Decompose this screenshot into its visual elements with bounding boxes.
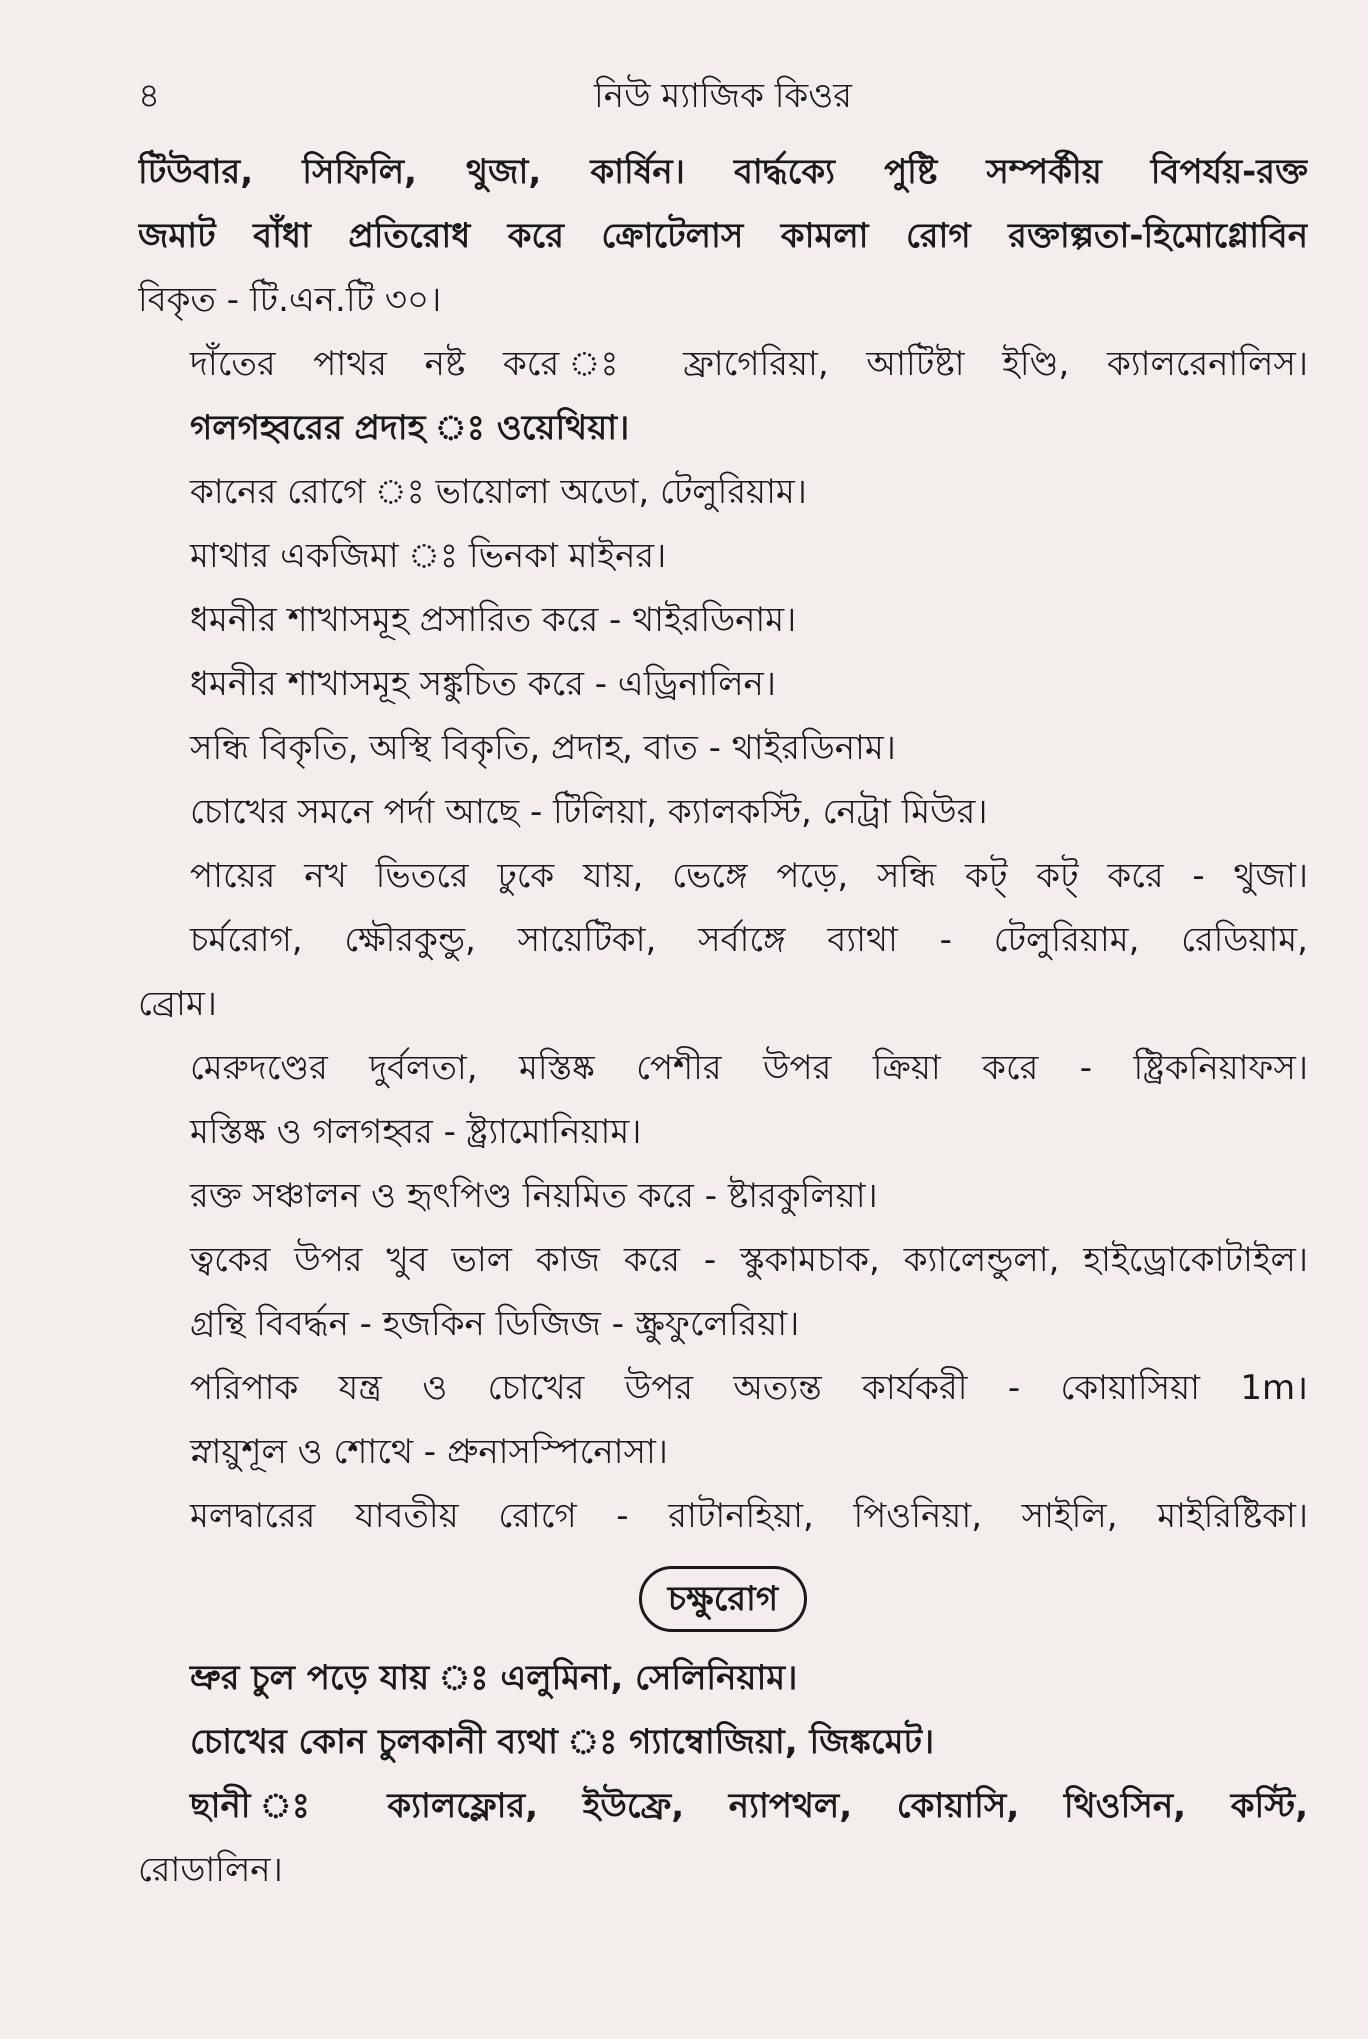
text-line: চোখের সমনে পর্দা আছে - টিলিয়া, ক্যালকস্টি, নেট্রা মিউর। [190, 792, 988, 832]
text-line: কানের রোগে ঃ ভায়োলা অডো, টেলুরিয়াম। [190, 472, 807, 512]
text-line: ধমনীর শাখাসমূহ প্রসারিত করে - থাইরডিনাম। [190, 600, 797, 640]
section-heading: চক্ষুরোগ [639, 1566, 807, 1632]
text-line: পায়ের নখ ভিতরে ঢুকে যায়, ভেঙ্গে পড়ে, সন্ধি কট্ কট্ করে - থুজা। [190, 856, 1308, 896]
text-line: মাথার একজিমা ঃ ভিনকা মাইনর। [190, 536, 667, 576]
page-number: ৪ [138, 76, 161, 116]
text-line: মেরুদণ্ডের দুর্বলতা, মস্তিষ্ক পেশীর উপর ক্রিয়া করে - ষ্ট্রিকনিয়াফস। [190, 1048, 1308, 1088]
text-line: রোডালিন। [138, 1850, 283, 1890]
text-line: জমাট বাঁধা প্রতিরোধ করে ক্রোটেলাস কামলা রোগ রক্তাল্পতা-হিমোগ্লোবিন [138, 216, 1308, 256]
text-line: টিউবার, সিফিলি, থুজা, কার্ষিন। বার্দ্ধক্যে পুষ্টি সম্পর্কীয় বিপর্যয়-রক্ত [138, 152, 1308, 192]
text-line: মলদ্বারের যাবতীয় রোগে - রাটানহিয়া, পিওনিয়া, সাইলি, মাইরিষ্টিকা। [190, 1496, 1308, 1536]
text-line: ব্রোম। [138, 984, 217, 1024]
text-line: পরিপাক যন্ত্র ও চোখের উপর অত্যন্ত কার্যকরী - কোয়াসিয়া 1m। [190, 1368, 1308, 1408]
text-line: ছানী ঃ ক্যালফ্লোর, ইউফ্রে, ন্যাপথল, কোয়াসি, থিওসিন, কস্টি, [190, 1786, 1308, 1826]
text-line: স্নায়ুশূল ও শোথে - প্রুনাসস্পিনোসা। [190, 1432, 668, 1472]
text-line: রক্ত সঞ্চালন ও হৃৎপিণ্ড নিয়মিত করে - ষ্টারকুলিয়া। [190, 1176, 878, 1216]
text-line: চোখের কোন চুলকানী ব্যথা ঃ গ্যাম্বোজিয়া, জিঙ্কমেট। [190, 1722, 935, 1762]
text-line: ভ্রুর চুল পড়ে যায় ঃ এলুমিনা, সেলিনিয়াম। [190, 1658, 798, 1698]
page-header [138, 62, 1308, 140]
text-line: ত্বকের উপর খুব ভাল কাজ করে - স্কুকামচাক, ক্যালেন্ডুলা, হাইড্রোকোটাইল। [190, 1240, 1308, 1280]
text-line: বিকৃত - টি.এন.টি ৩০। [138, 280, 442, 320]
text-line: ধমনীর শাখাসমূহ সঙ্কুচিত করে - এড্রিনালিন। [190, 664, 776, 704]
running-title: নিউ ম্যাজিক কিওর [594, 76, 852, 116]
section-heading-wrap [138, 1548, 1308, 1646]
text-line: মস্তিষ্ক ও গলগহ্বর - ষ্ট্র্যামোনিয়াম। [190, 1112, 642, 1152]
text-line: দাঁতের পাথর নষ্ট করে ঃ ফ্রাগেরিয়া, আটিষ্টা ইণ্ডি, ক্যালরেনালিস। [190, 344, 1308, 384]
text-line: চর্মরোগ, ক্ষৌরকুন্ডু, সায়েটিকা, সর্বাঙ্গে ব্যাথা - টেলুরিয়াম, রেডিয়াম, [190, 920, 1308, 960]
text-line: গলগহ্বরের প্রদাহ ঃ ওয়েথিয়া। [190, 408, 630, 448]
text-line: গ্রন্থি বিবর্দ্ধন - হজকিন ডিজিজ - স্ক্রুফুলেরিয়া। [190, 1304, 800, 1344]
text-line: সন্ধি বিকৃতি, অস্থি বিকৃতি, প্রদাহ, বাত - থাইরডিনাম। [190, 728, 896, 768]
